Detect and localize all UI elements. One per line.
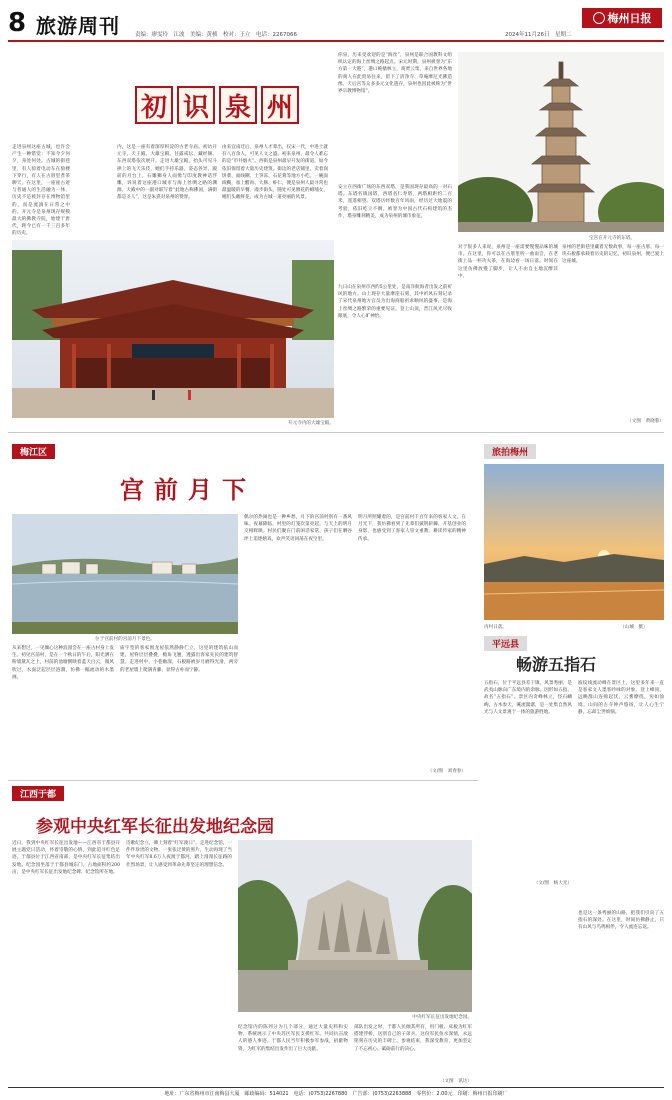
pagoda-photo	[458, 52, 664, 232]
article5-column-1: 近日，我到中央红军长征出发地——江西省于都县开展主题党日活动，怀着崇敬的心情，到此追寻红色足迹。于都县位于江西省南部，是中央红军长征集结出发地。纪念园坐落于于都县城东门，占地面积约200亩，是中央红军长征出发地纪念碑、纪念馆所在地。	[12, 841, 120, 875]
article4-column-1: 五指石，位于平远县差干镇，风景秀丽，是武夷山脉向广东境内的余脉。因形如五指，故名“五指石”。景区内奇峰林立，怪石嶙峋，古木参天，溪流潺潺，是一处集自然风光与人文景观于一体的旅游胜地。	[484, 681, 572, 715]
article2-title: 宫前月下	[120, 476, 256, 504]
article1-author: （文图 黄晓蓉）	[627, 419, 664, 424]
article-title-chuzhiquanzhou	[135, 86, 303, 124]
memorial-illustration	[238, 840, 472, 1012]
title-char: 初	[135, 86, 173, 124]
article1-column-5: 安立在西街广场的东西双塔，是我国现存最高的一对石塔。东塔名镇国塔，西塔名仁寿塔，两塔相距约二百米，遥遥相望。双塔历经数百年风雨，经历过大地震的考验，依旧屹立不倒，被誉为中国古代石构建筑的杰作，塔身雕刻精美，成为泉州的城市象征。	[338, 185, 452, 219]
section-title: 旅游周刊	[36, 14, 120, 38]
column-tag-pingyuan: 平远县	[484, 636, 527, 651]
article5-author: （文图 讯达）	[439, 1079, 472, 1084]
article2-column-4: 明月所照耀着的，是宫前村千百年来的客家人文。在月光下，我仿佛看到了先辈们披荆斩棘、开基创业的身影，也感受到了客家人崇文重教、耕读传家的精神传承。	[358, 515, 466, 542]
article4-title: 畅游五指石	[516, 655, 597, 674]
article1-column-2: 内，这是一座有着深厚积淀的古老寺庙。初访开元寺，天王殿、大雄宝殿、甘露戒坛、藏经阁、东西双塔依次展开。走进大雄宝殿，抬头可见斗拱上的飞天乐伎，她们手持乐器，姿态各异。殿前的月台上，石雕狮身人面像与印度教神话浮雕，诉说着这座港口城市与海上丝绸之路的渊源。大殿中的一副对联写着“此地古称佛国，满街都是圣人”，这是朱熹对泉州的赞誉。	[117, 145, 217, 201]
village-illustration	[12, 514, 238, 634]
editors-line: 责编：廖雯玲 江波 美编：黄桢 校对：王立 电话：2267066	[135, 32, 297, 38]
pagoda-photo-caption: 宝宫在开元寺的东塔。	[589, 236, 635, 241]
article5-column-2: 诗歌纪念立，碑上刻着“红军渡口”。走进纪念馆，一件件珍贵的文物、一张张泛黄的照片，生动再现了当年中央红军8.6万人夜渡于都河、踏上漫漫长征路的壮烈场景，让人感受到革命先辈坚定的理想信念。	[126, 841, 232, 868]
title-char: 泉	[219, 86, 257, 124]
column-tag-lvpai: 旅拍梅州	[484, 444, 536, 459]
issue-date: 2024年11月26日 星期二	[505, 32, 572, 38]
article4-column-2: 波纹线流动峰在景区上，这里多年来一直是客家文人墨客吟咏的对象。登上峰顶，远眺群山连绵起伏，云雾缭绕，宛如仙境。山间的古寺钟声悠扬，让人心生宁静，忘却尘世烦恼。	[578, 681, 664, 715]
sunset-photo-credit: （山城 摄）	[620, 625, 648, 630]
logo-mark-icon	[593, 12, 605, 24]
article4-column-3: 也是这一条秀丽的山路，把我们引向了五指石的深处。在这里，时间仿佛静止，只有山风与鸟鸣相伴，令人流连忘返。	[578, 911, 664, 931]
village-photo	[12, 514, 238, 634]
temple-photo-caption: 开元寺内的大雄宝殿。	[288, 421, 334, 426]
temple-illustration	[12, 240, 334, 418]
article1-column-3: 由来宜南迁后，泉州人才辈出，仅宋一代，中进士就有八百余人，可见人文之盛。初来泉州，最令人难忘的是“市井烟火”。西街是泉州最早开发的街道，如今依旧保留着大量历史建筑。街边的老店铺里，卖着润饼菜、面线糊、土笋冻、石花膏等地方小吃。一碗面线糊，加上醋肉、大肠、虾仁，便是泉州人最寻常也最温暖的早餐。漫步街头，随处可见簪花的蟳埔女，她们头戴鲜花，成为古城一道亮丽的风景。	[222, 145, 328, 201]
section-divider	[8, 780, 478, 781]
sunset-photo	[484, 464, 664, 620]
masthead-rule	[8, 40, 664, 42]
article1-column-1: 走进泉州这座古城，也许会产生一种错觉：不知今夕何夕，身处何处。古城的街巷里，有人骑着电动车在骑楼下穿行，有人在古厝里煮茶聊天。在这里，一座座古迹与普通人的生活融为一体，历史不是被封存在博物馆里的，而是流淌在日常之中的。开元寺是泉州现存规模最大的佛教寺院，始建于唐代，距今已有一千三百多年的历史。	[12, 145, 70, 237]
sunset-illustration	[484, 464, 664, 620]
memorial-photo-caption: 中央红军长征出发地纪念园。	[412, 1015, 472, 1020]
article5-title: 参观中央红军长征出发地纪念园	[36, 817, 274, 837]
article4-author: （文/图 杨大光）	[533, 881, 572, 886]
pagoda-illustration	[458, 52, 664, 232]
sunset-photo-caption: 丙村日落。	[484, 625, 507, 630]
logo-text: 梅州日报	[607, 12, 652, 25]
newspaper-logo	[582, 8, 662, 28]
article1-column-7: 对于很多人来说，泉州是一座需要慢慢品味的城市。在这里，你可以在古厝里听一曲南音，在老街上品一杯功夫茶，在海边看一场日落。时间在这里仿佛放慢了脚步，让人不由自主地沉醉其中。	[458, 245, 558, 279]
article2-column-3: 偶尔的热闹也是一种乡愁，月下的宫前村别有一番风味。夜幕降临，村里的灯笼次第亮起，与天上的明月交相辉映。村民们聚在门前闲话家常，孩子们在晒谷坪上追逐嬉戏，欢声笑语回荡在夜空里。	[244, 515, 352, 542]
article1-column-8: 泉州的老街巷里藏着无数故事，每一座古厝、每一块石板都承载着历史的记忆。初识泉州，便已爱上这座城。	[562, 245, 664, 265]
section-divider	[8, 432, 664, 433]
article5-column-3: 纪念馆内的陈列分为几个部分，通过大量史料和实物，系统展示了中央苏区军民支援红军、共同抗击敌人的感人事迹。于都人民当年积极参军参战，捐献物资，为红军的集结出发作出了巨大贡献。	[238, 1025, 348, 1052]
column-tag-yudu: 江西于都	[12, 786, 64, 801]
memorial-photo	[238, 840, 472, 1012]
article1-column-6: 九日山在泉州市西约5公里处，是南洋航海者出发之前祈风的地方。山上现存大量摩崖石刻，其中祈风石刻记录了宋代泉州地方官员为出海商船祈求顺风的盛事，是海上丝绸之路繁荣的重要见证。登上山顶，晋江风光尽收眼底，令人心旷神怡。	[338, 285, 452, 319]
column-tag-meijiang: 梅江区	[12, 444, 55, 459]
title-char: 识	[177, 86, 215, 124]
village-photo-caption: 位于宫前村的宫前月下景色。	[95, 637, 155, 642]
page-number: 8	[8, 8, 27, 38]
page-footer: 地址：广东省梅州市江南梅县大厦 邮政编码：514021 电话：(0753)2267880 广告部：(0753)2263888 零售价：2.00元 印刷：梅州日报印刷厂	[8, 1087, 664, 1097]
article1-column-4: 你泉，历来受欢迎的是“海丝”，泉州是联合国教科文组织认定的海上丝绸之路起点。宋元时期，泉州被誉为“东方第一大港”，港口桅樯林立，商贾云集，来自世界各地的商人在此贸易往来，留下了清净寺、草庵摩尼光佛造像、天后宫等众多多元文化遗存，泉州也因此被称为“世界宗教博物馆”。	[338, 53, 452, 95]
title-char: 州	[261, 86, 299, 124]
article5-column-4: 部队出发之时，于都人民倾其所有，用门板、床板为红军搭建浮桥，送别自己的子弟兵。这份军民鱼水深情，永远铭刻在历史的丰碑上。参观结束，我深受教育，更加坚定了不忘初心、砥砺前行的决心。	[354, 1025, 472, 1052]
article2-column-1: 从来想过，一见倾心这种浪漫会在一座古村身上发生。初见宫前村，是在一个秋日的午后，阳光洒在粉墙黛瓦之上，村前的池塘倒映着蓝天白云，微风吹过，水面泛起层层涟漪，仿佛一幅流动的水墨画。	[12, 646, 114, 680]
temple-photo	[12, 240, 334, 418]
article2-author: （文/图 刘春春）	[427, 769, 466, 774]
article2-column-2: 庙宇型的客家围龙屋依然静静伫立，这里的建筑依山而建，屋脊层层叠叠，檐角飞翘，透露出客家先民的建筑智慧。走进村中，小巷幽深，石板路被岁月磨得光滑，两旁的老屋墙上爬满青藤，显得古朴而宁静。	[120, 646, 238, 673]
